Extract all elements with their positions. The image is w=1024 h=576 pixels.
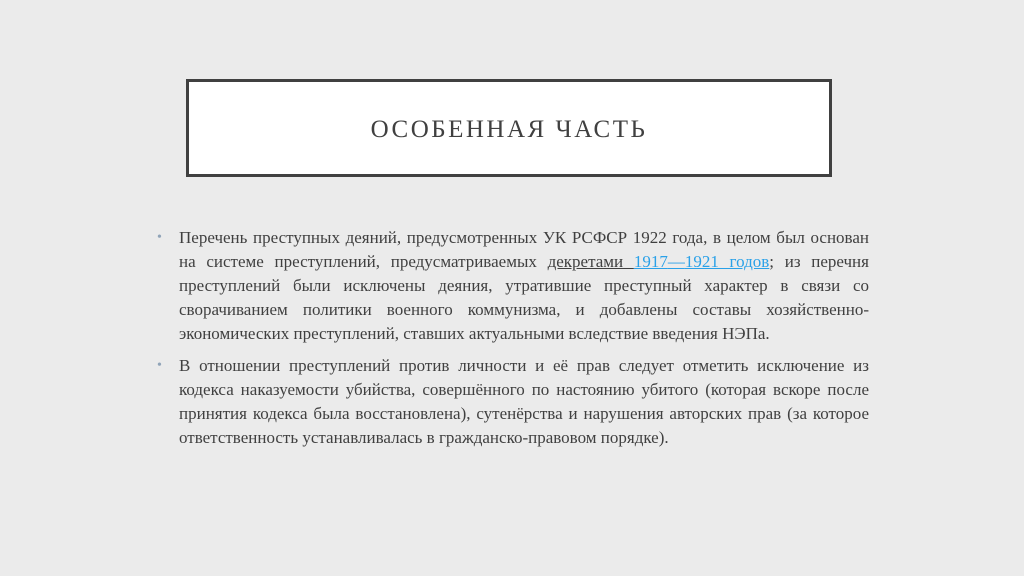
slide-title-box bbox=[186, 79, 832, 177]
link-1921-years[interactable]: 1921 годов bbox=[684, 252, 770, 271]
bullet-text: В отношении преступлений против личности и её прав следует отметить исключение из кодекса наказуемости убийства, совершённого по настоянию убитого (которая вскоре после принятия кодекса была восстановлена), сутенёрства и нарушения авторских прав (за которое ответственность устанавливалась в гражданско-правовом порядке). bbox=[179, 356, 869, 447]
link-dash[interactable]: — bbox=[667, 252, 685, 271]
bullet-item-1 bbox=[157, 226, 869, 346]
bullet-item-2 bbox=[157, 354, 869, 450]
slide-content bbox=[157, 226, 869, 458]
bullet-icon: • bbox=[157, 358, 162, 373]
decrees-underlined-text: декретами bbox=[547, 252, 634, 271]
bullet-text: Перечень преступных деяний, предусмотренных УК РСФСР 1922 года, в целом был основан на системе преступлений, предусматриваемых bbox=[179, 228, 869, 271]
bullet-text-continued: ; из перечня преступлений были исключены деяния, утратившие преступный характер в связи со сворачиванием политики военного коммунизма, и добавлены составы хозяйственно-экономических преступлений, ставших актуальными вследствие введения НЭПа. bbox=[179, 252, 869, 343]
slide-title: ОСОБЕННАЯ ЧАСТЬ bbox=[370, 116, 648, 143]
link-1917[interactable]: 1917 bbox=[633, 252, 668, 271]
bullet-icon: • bbox=[157, 230, 162, 245]
